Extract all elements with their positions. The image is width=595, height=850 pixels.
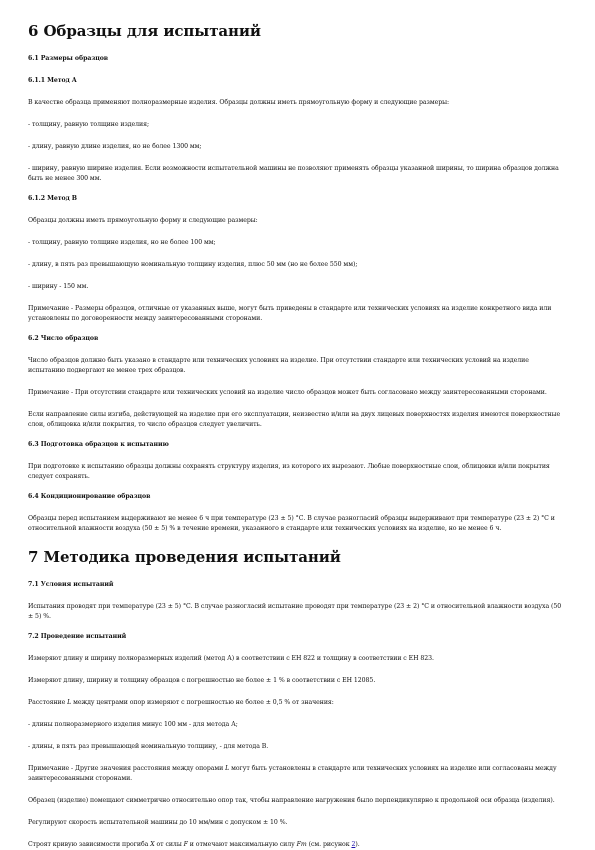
paragraph (28, 698, 567, 708)
text-run: (см. рисунок (306, 841, 352, 848)
list-item: - длину, равную длине изделия, но не более 1300 мм; (28, 143, 202, 150)
heading-7-2: 7.2 Проведение испытаний (28, 633, 127, 640)
heading-6-3: 6.3 Подготовка образцов к испытанию (28, 441, 169, 448)
heading-6-2: 6.2 Число образцов (28, 335, 99, 342)
paragraph: Если направление силы изгиба, действующей на изделие при его эксплуатации, неизвестно и/или на двух лицевых поверхностях изделия имеются поверхностные слои, облицовка и/или покрытия, то число образцов следует увеличить. (28, 411, 561, 428)
list-item: - толщину, равную толщине изделия; (28, 121, 149, 128)
variable-f: F (183, 841, 188, 848)
paragraph: Измеряют длину и ширину полноразмерных изделий (метод А) в соответствии с ЕН 822 и толщину в соответствии с ЕН 823. (28, 655, 434, 662)
variable-fm: Fm (296, 841, 307, 848)
paragraph: Образцы должны иметь прямоугольную форму и следующие размеры: (28, 217, 258, 224)
paragraph: Образцы перед испытанием выдерживают не менее 6 ч при температуре (23 ± 5) °С. В случае разногласий образцы выдерживают при температуре (23 ± 2) °С и относительной влажности воздуха (50 ± 5) % в течение времени, указанного в стандарте или технических условиях на изделие, но не менее 6 ч. (28, 515, 555, 532)
list-item: - ширину, равную ширине изделия. Если возможности испытательной машины не позволяют применять образцы указанной ширины, то ширина образцов должна быть не менее 300 мм. (28, 165, 559, 182)
paragraph: В качестве образца применяют полноразмерные изделия. Образцы должны иметь прямоугольную форму и следующие размеры: (28, 99, 450, 106)
text-run: могут быть установлены в стандарте или технических условиях на изделие или согласованы между заинтересованными сторонами. (28, 765, 557, 782)
text-run: ). (355, 841, 360, 848)
note (28, 764, 567, 784)
variable-l: L (67, 699, 72, 706)
paragraph: Число образцов должно быть указано в стандарте или технических условиях на изделие. При отсутствии стандарте или технических условий на изделие испытанию подвергают не менее трех образцов. (28, 357, 529, 374)
paragraph: При подготовке к испытанию образцы должны сохранять структуру изделия, из которого их вырезают. Любые поверхностные слои, облицовки и/или покрытия следует сохранять. (28, 463, 550, 480)
text-run: Примечание - Другие значения расстояния между опорами (28, 765, 226, 772)
heading-6-1-2: 6.1.2 Метод В (28, 195, 77, 202)
list-item: - длины полноразмерного изделия минус 100 мм - для метода А; (28, 721, 238, 728)
heading-6-1: 6.1 Размеры образцов (28, 55, 109, 62)
text-run: между центрами опор измеряют с погрешностью не более ± 0,5 % от значения: (71, 699, 334, 706)
section-6-title: 6 Образцы для испытаний (28, 22, 261, 40)
heading-7-1: 7.1 Условия испытаний (28, 581, 114, 588)
text-run: и отмечают максимальную силу (187, 841, 297, 848)
heading-6-1-1: 6.1.1 Метод А (28, 77, 77, 84)
text-run: Строят кривую зависимости прогиба (28, 841, 151, 848)
text-run: от силы (154, 841, 184, 848)
text-run: Расстояние (28, 699, 68, 706)
list-item: - длину, в пять раз превышающую номинальную толщину изделия, плюс 50 мм (но не более 550 мм); (28, 261, 358, 268)
section-7-title: 7 Методика проведения испытаний (28, 548, 341, 566)
figure-2-link[interactable]: 2 (351, 841, 356, 848)
variable-l: L (225, 765, 230, 772)
list-item: - толщину, равную толщине изделия, но не более 100 мм; (28, 239, 216, 246)
paragraph: Испытания проводят при температуре (23 ± 5) °С. В случае разногласий испытание проводят при температуре (23 ± 2) °С и относительной влажности воздуха (50 ± 5) %. (28, 603, 562, 620)
note: Примечание - Размеры образцов, отличные от указанных выше, могут быть приведены в стандарте или технических условиях на изделие конкретного вида или установлены по договоренности между заинтересованными сторонами. (28, 305, 552, 322)
heading-6-4: 6.4 Кондиционирование образцов (28, 493, 151, 500)
list-item: - длины, в пять раз превышающей номинальную толщину, - для метода В. (28, 743, 269, 750)
variable-x: X (150, 841, 155, 848)
paragraph: Регулируют скорость испытательной машины до 10 мм/мин с допуском ± 10 %. (28, 819, 288, 826)
paragraph: Образец (изделие) помещают симметрично относительно опор так, чтобы направление нагружения было перпендикулярно к продольной оси образца (изделия). (28, 797, 555, 804)
list-item: - ширину - 150 мм. (28, 283, 89, 290)
paragraph: Измеряют длину, ширину и толщину образцов с погрешностью не более ± 1 % в соответствии с ЕН 12085. (28, 677, 376, 684)
note: Примечание - При отсутствии стандарте или технических условий на изделие число образцов может быть согласовано между заинтересованными сторонами. (28, 389, 547, 396)
